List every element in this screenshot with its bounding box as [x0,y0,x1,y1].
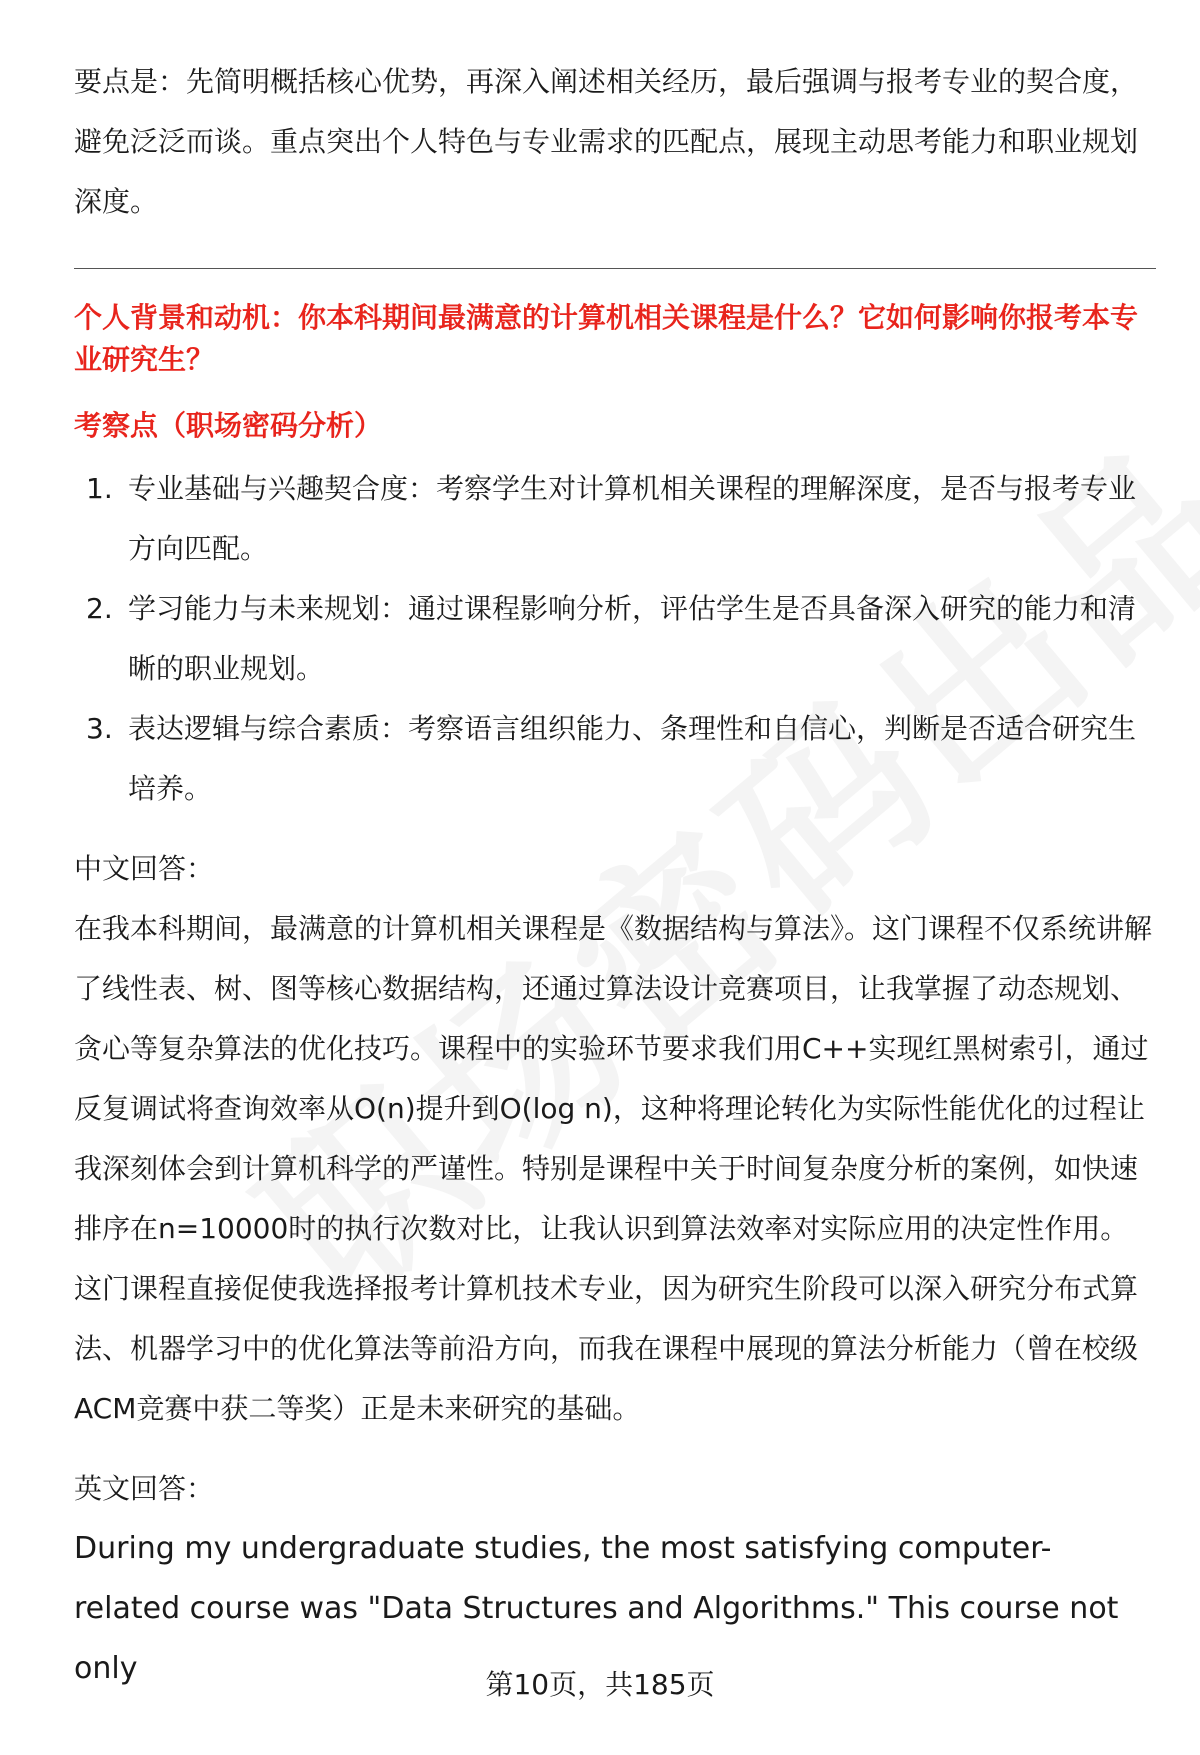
chinese-answer-label: 中文回答： [74,852,215,885]
list-item-text: 学习能力与未来规划：通过课程影响分析，评估学生是否具备深入研究的能力和清晰的职业规划。 [128,592,1137,685]
question-title: 个人背景和动机：你本科期间最满意的计算机相关课程是什么？它如何影响你报考本专业研究生？ [74,301,1139,376]
english-answer-label: 英文回答： [74,1472,215,1505]
list-item [74,459,1156,579]
list-item-number: 2. [86,592,113,625]
english-answer-text: During my undergraduate studies, the most satisfying computer-related course was "Data Structures and Algorithms." This course not only [74,1531,1119,1686]
document-page [74,52,1156,1699]
section-title: 考察点（职场密码分析） [74,409,383,442]
section-divider [74,268,1156,269]
assessment-points-list [74,459,1156,819]
list-item-number: 1. [86,472,113,505]
page-number: 第10页，共185页 [485,1668,715,1701]
intro-paragraph: 要点是：先简明概括核心优势，再深入阐述相关经历，最后强调与报考专业的契合度，避免泛泛而谈。重点突出个人特色与专业需求的匹配点，展现主动思考能力和职业规划深度。 [74,65,1139,218]
list-item-text: 专业基础与兴趣契合度：考察学生对计算机相关课程的理解深度，是否与报考专业方向匹配。 [128,472,1137,565]
list-item-text: 表达逻辑与综合素质：考察语言组织能力、条理性和自信心，判断是否适合研究生培养。 [128,712,1137,805]
list-item-number: 3. [86,712,113,745]
chinese-answer-text: 在我本科期间，最满意的计算机相关课程是《数据结构与算法》。这门课程不仅系统讲解了线性表、树、图等核心数据结构，还通过算法设计竞赛项目，让我掌握了动态规划、贪心等复杂算法的优化技巧。课程中的实验环节要求我们用C++实现红黑树索引，通过反复调试将查询效率从O(n)提升到O(log n)，这种将理论转化为实际性能优化的过程让我深刻体会到计算机科学的严谨性。特别是课程中关于时间复杂度分析的案例，如快速排序在n=10000时的执行次数对比，让我认识到算法效率对实际应用的决定性作用。这门课程直接促使我选择报考计算机技术专业，因为研究生阶段可以深入研究分布式算法、机器学习中的优化算法等前沿方向，而我在课程中展现的算法分析能力（曾在校级ACM竞赛中获二等奖）正是未来研究的基础。 [74,912,1153,1425]
list-item [74,579,1156,699]
list-item [74,699,1156,819]
